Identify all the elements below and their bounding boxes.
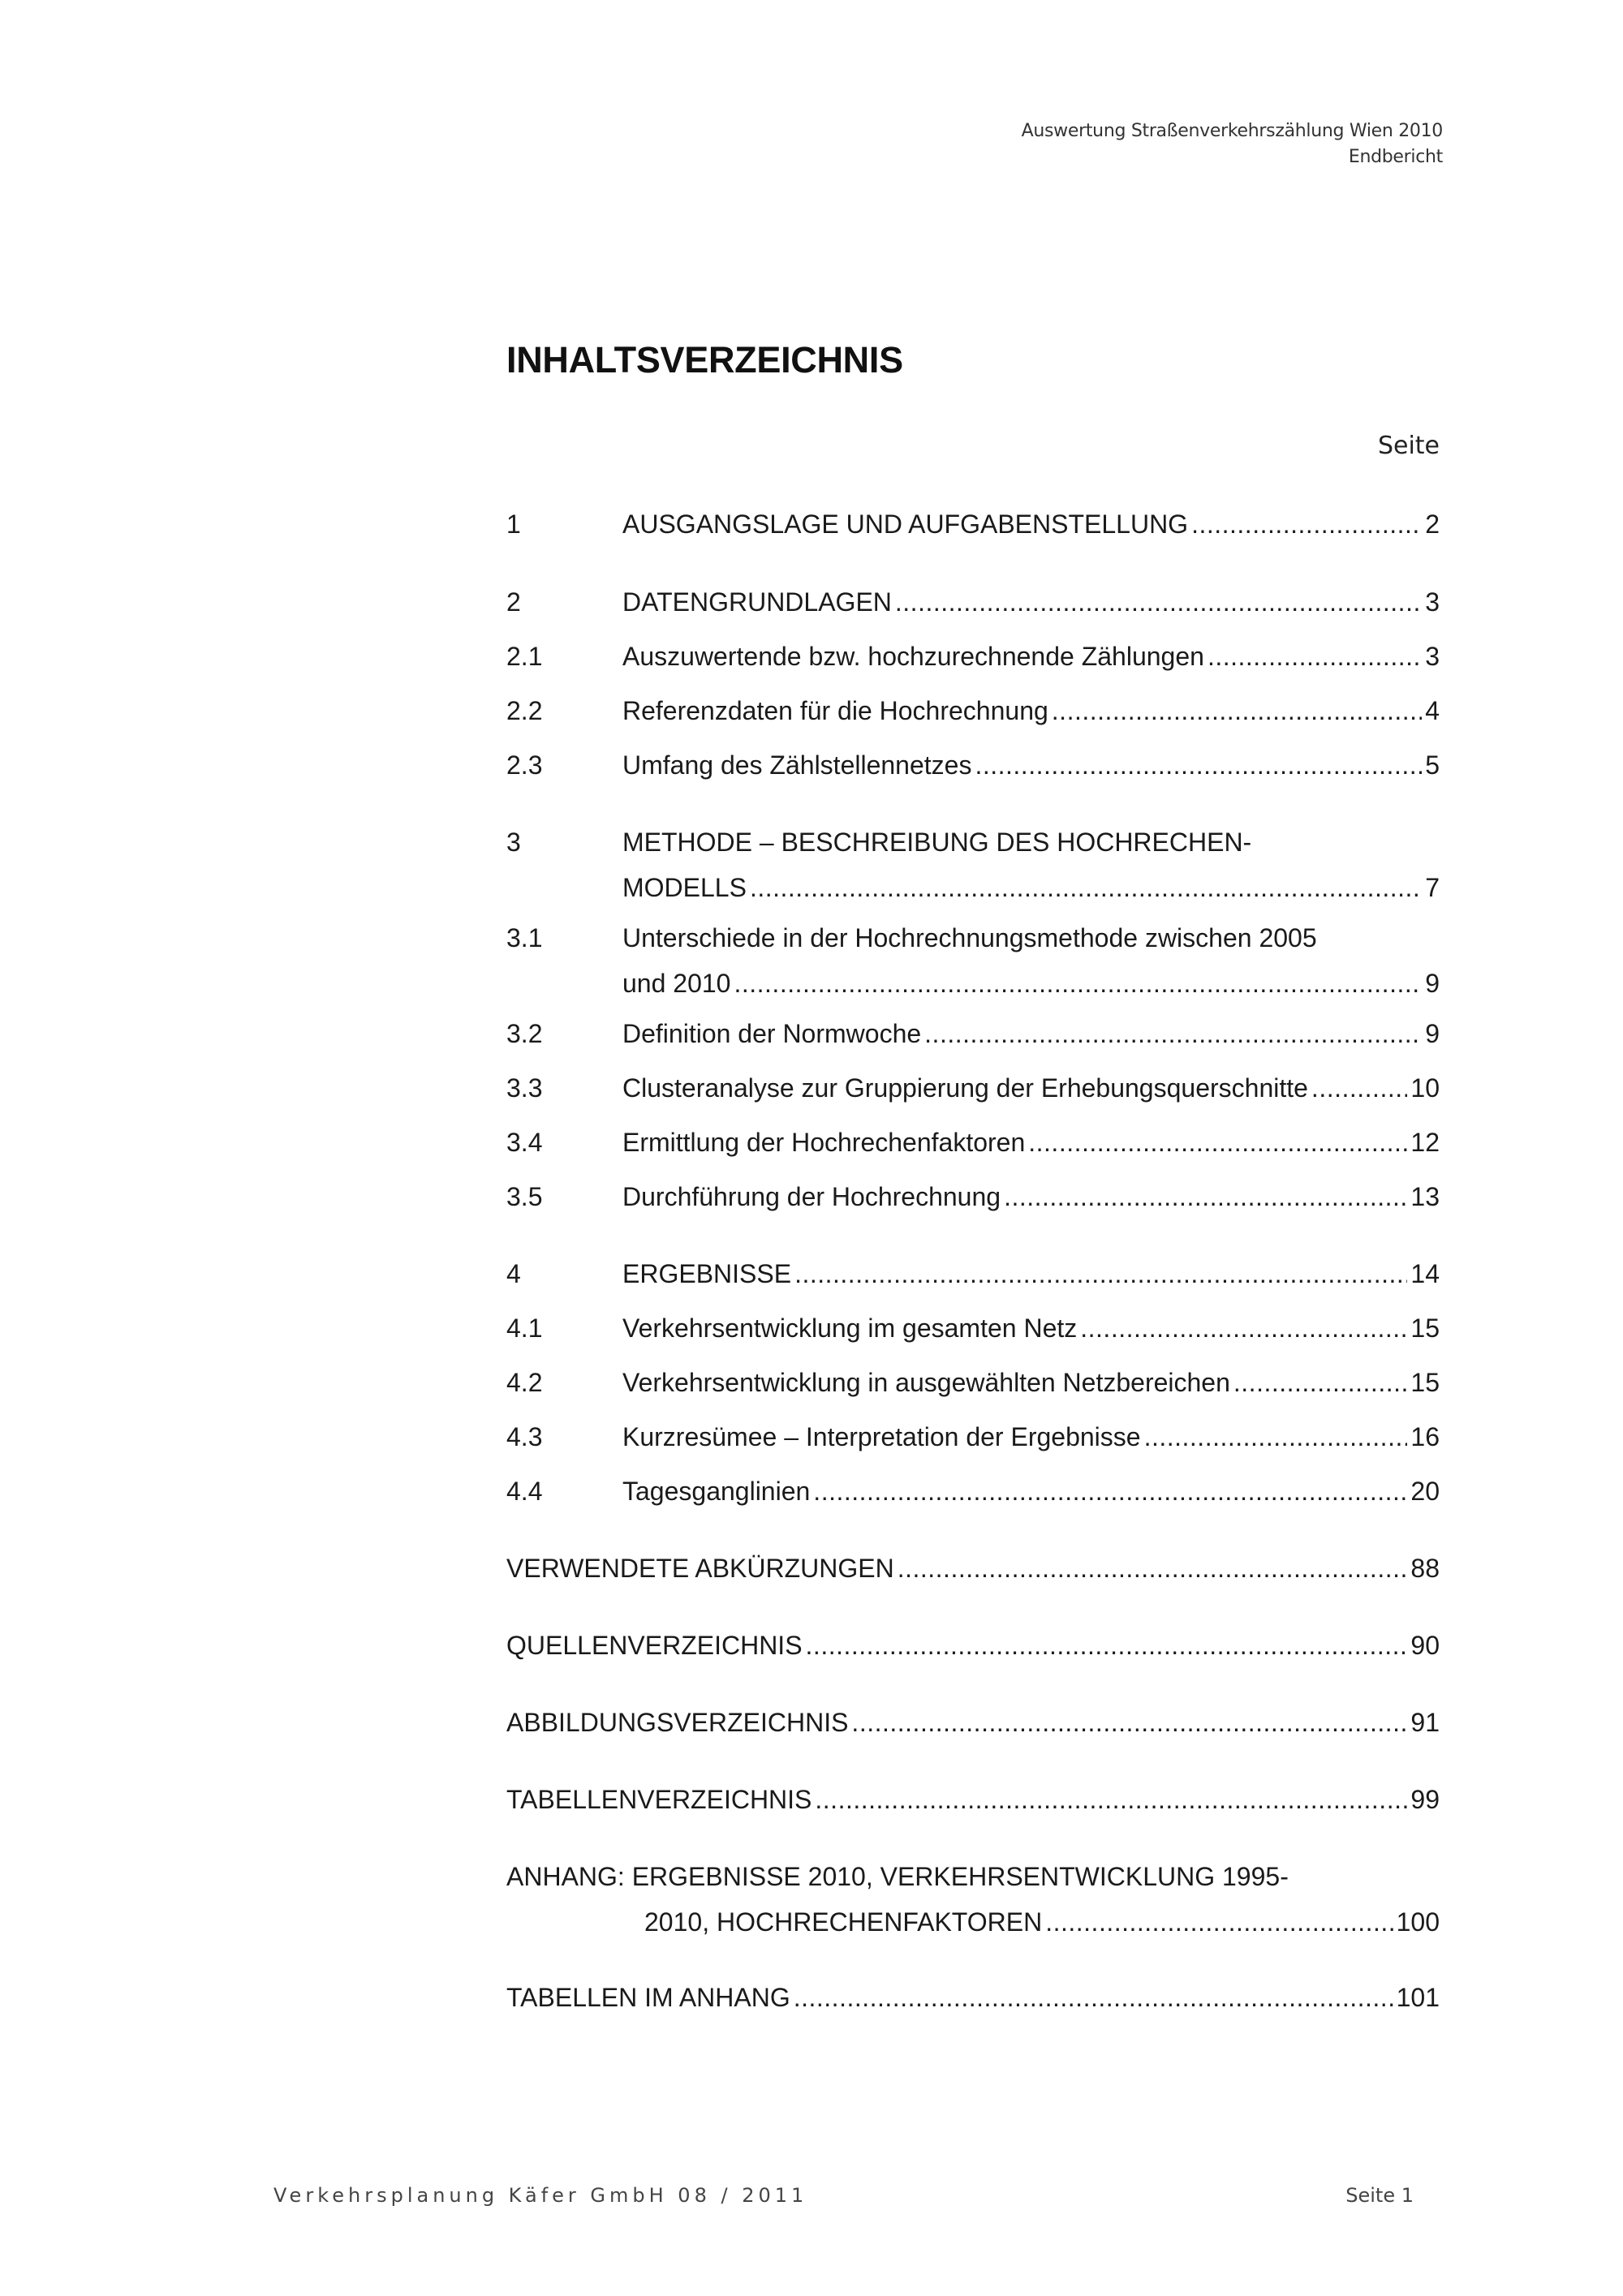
toc-leader-dots (895, 579, 1422, 625)
toc-leader-dots (734, 961, 1422, 1006)
toc-title: DATENGRUNDLAGEN (622, 587, 892, 617)
toc-page: 5 (1425, 750, 1440, 780)
toc-page: 9 (1425, 1019, 1440, 1048)
toc-title: Kurzresümee – Interpretation der Ergebnisse (622, 1422, 1141, 1451)
toc-title: Ermittlung der Hochrechenfaktoren (622, 1128, 1026, 1157)
footer-page-number: Seite 1 (1345, 2184, 1414, 2207)
toc-title: Tagesganglinien (622, 1477, 811, 1506)
page-title: INHALTSVERZEICHNIS (506, 339, 903, 381)
toc-leader-dots (806, 1623, 1408, 1668)
toc-page: 88 (1410, 1554, 1440, 1583)
toc-number: 2.3 (506, 750, 543, 780)
toc-number: 3.5 (506, 1182, 543, 1211)
toc-leader-dots (1144, 1414, 1408, 1460)
toc-title: ERGEBNISSE (622, 1259, 792, 1288)
toc-page: 3 (1425, 587, 1440, 617)
toc-leader-dots (750, 865, 1422, 910)
toc-leader-dots (1233, 1360, 1408, 1405)
toc-number: 3.4 (506, 1128, 543, 1157)
toc-title: MODELLS (622, 873, 747, 902)
toc-title: Definition der Normwoche (622, 1019, 922, 1048)
toc-number: 3.2 (506, 1019, 543, 1048)
toc-number: 3.3 (506, 1073, 543, 1103)
toc-page: 10 (1410, 1073, 1440, 1103)
toc-leader-dots (924, 1011, 1422, 1056)
toc-leader-dots (813, 1468, 1407, 1514)
toc-leader-dots (815, 1777, 1407, 1822)
toc-number: 3 (506, 828, 521, 857)
toc-title: Clusteranalyse zur Gruppierung der Erhebungsquerschnitte (622, 1073, 1308, 1103)
toc-number: 1 (506, 510, 521, 539)
toc-page: 16 (1410, 1422, 1440, 1451)
toc-number: 4.3 (506, 1422, 543, 1451)
toc-number: 3.1 (506, 923, 543, 952)
header-document-title: Auswertung Straßenverkehrszählung Wien 2010 (1021, 121, 1443, 141)
toc-page: 12 (1410, 1128, 1440, 1157)
toc-leader-dots (1052, 688, 1422, 733)
toc-title: Referenzdaten für die Hochrechnung (622, 696, 1048, 725)
toc-title: AUSGANGSLAGE UND AUFGABENSTELLUNG (622, 510, 1189, 539)
toc-leader-dots (1004, 1174, 1407, 1219)
toc-page: 100 (1396, 1907, 1440, 1937)
toc-title-line1: ANHANG: ERGEBNISSE 2010, VERKEHRSENTWICKLUNG 1995- (506, 1862, 1289, 1891)
toc-leader-dots (1045, 1899, 1393, 1945)
toc-title: Umfang des Zählstellennetzes (622, 750, 972, 780)
toc-page: 7 (1425, 873, 1440, 902)
toc-title: 2010, HOCHRECHENFAKTOREN (644, 1907, 1043, 1937)
toc-title-line1: Unterschiede in der Hochrechnungsmethode zwischen 2005 (622, 923, 1317, 952)
toc-number: 2.1 (506, 642, 543, 671)
toc-leader-dots (851, 1700, 1407, 1745)
toc-leader-dots (1080, 1305, 1407, 1351)
toc-leader-dots (975, 742, 1422, 788)
toc-title-line1: METHODE – BESCHREIBUNG DES HOCHRECHEN- (622, 828, 1252, 857)
toc-leader-dots (1208, 634, 1422, 679)
page-column-label: Seite (1377, 432, 1440, 460)
toc-title: TABELLENVERZEICHNIS (506, 1785, 812, 1814)
toc-title: Verkehrsentwicklung in ausgewählten Netzbereichen (622, 1368, 1230, 1397)
toc-title: VERWENDETE ABKÜRZUNGEN (506, 1554, 894, 1583)
toc-number: 4 (506, 1259, 521, 1288)
toc-page: 3 (1425, 642, 1440, 671)
toc-title: TABELLEN IM ANHANG (506, 1983, 790, 2012)
toc-title: QUELLENVERZEICHNIS (506, 1631, 803, 1660)
toc-number: 2.2 (506, 696, 543, 725)
toc-page: 20 (1410, 1477, 1440, 1506)
toc-page: 90 (1410, 1631, 1440, 1660)
toc-leader-dots (898, 1546, 1408, 1591)
toc-page: 13 (1410, 1182, 1440, 1211)
toc-page: 15 (1410, 1314, 1440, 1343)
toc-leader-dots (1028, 1120, 1407, 1165)
toc-title: und 2010 (622, 969, 731, 998)
footer-company-date: Verkehrsplanung Käfer GmbH 08 / 2011 (273, 2184, 808, 2207)
toc-page: 91 (1410, 1708, 1440, 1737)
toc-number: 4.2 (506, 1368, 543, 1397)
toc-leader-dots (794, 1251, 1407, 1296)
toc-title: ABBILDUNGSVERZEICHNIS (506, 1708, 849, 1737)
toc-leader-dots (1191, 501, 1422, 547)
toc-title: Durchführung der Hochrechnung (622, 1182, 1001, 1211)
toc-page: 2 (1425, 510, 1440, 539)
toc-page: 14 (1410, 1259, 1440, 1288)
toc-number: 2 (506, 587, 521, 617)
header-report-type: Endbericht (1348, 147, 1443, 167)
running-header (1022, 118, 1443, 170)
toc-title: Auszuwertende bzw. hochzurechnende Zählungen (622, 642, 1204, 671)
toc-page: 9 (1425, 969, 1440, 998)
toc-title: Verkehrsentwicklung im gesamten Netz (622, 1314, 1078, 1343)
toc-page: 99 (1410, 1785, 1440, 1814)
toc-number: 4.1 (506, 1314, 543, 1343)
toc-leader-dots (794, 1975, 1393, 2020)
toc-page: 4 (1425, 696, 1440, 725)
toc-number: 4.4 (506, 1477, 543, 1506)
toc-page: 15 (1410, 1368, 1440, 1397)
toc-page: 101 (1396, 1983, 1440, 2012)
toc-leader-dots (1311, 1065, 1407, 1111)
